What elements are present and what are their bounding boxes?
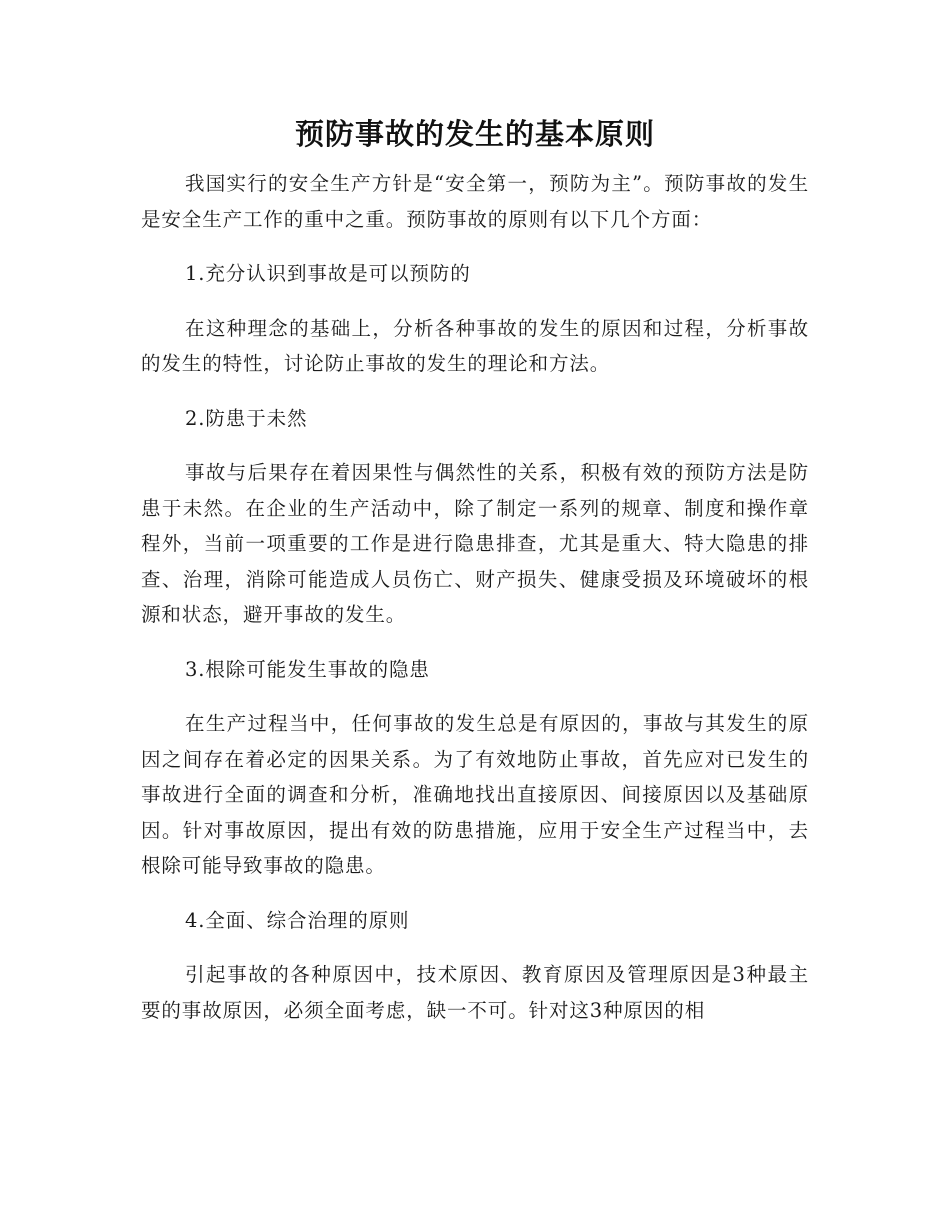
section-1-body: 在这种理念的基础上，分析各种事故的发生的原因和过程，分析事故的发生的特性，讨论防止事故的发生的理论和方法。	[141, 316, 809, 375]
section-4-body: 引起事故的各种原因中，技术原因、教育原因及管理原因是3种最主要的事故原因，必须全面考虑，缺一不可。针对这3种原因的相	[141, 963, 809, 1022]
section-1-heading: 1.充分认识到事故是可以预防的	[185, 262, 471, 285]
section-3-heading: 3.根除可能发生事故的隐患	[185, 657, 430, 681]
spacer	[141, 156, 809, 166]
section-3-body: 在生产过程当中，任何事故的发生总是有原因的，事故与其发生的原因之间存在着必定的因果关系。为了有效地防止事故，首先应对已发生的事故进行全面的调查和分析，准确地找出直接原因、间接原因以及基础原因。针对事故原因，提出有效的防患措施，应用于安全生产过程当中，去根除可能导致事故的隐患。	[141, 712, 809, 877]
spacer	[141, 237, 809, 256]
spacer	[141, 687, 809, 706]
spacer	[141, 938, 809, 957]
spacer	[141, 436, 809, 455]
section-2-body: 事故与后果存在着因果性与偶然性的关系，积极有效的预防方法是防患于未然。在企业的生产活动中，除了制定一系列的规章、制度和操作章程外，当前一项重要的工作是进行隐患排查，尤其是重大、特大隐患的排查、治理，消除可能造成人员伤亡、财产损失、健康受损及环境破坏的根源和状态，避开事故的发生。	[141, 461, 809, 626]
intro-paragraph: 我国实行的安全生产方针是“安全第一，预防为主”。预防事故的发生是安全生产工作的重中之重。预防事故的原则有以下几个方面：	[141, 172, 809, 231]
spacer	[141, 292, 809, 311]
document-content	[141, 112, 809, 1028]
spacer	[141, 884, 809, 903]
section-2-heading: 2.防患于未然	[185, 406, 308, 430]
spacer	[141, 382, 809, 401]
spacer	[141, 633, 809, 652]
section-4-heading: 4.全面、综合治理的原则	[185, 908, 410, 932]
document-title: 预防事故的发生的基本原则	[294, 117, 655, 151]
